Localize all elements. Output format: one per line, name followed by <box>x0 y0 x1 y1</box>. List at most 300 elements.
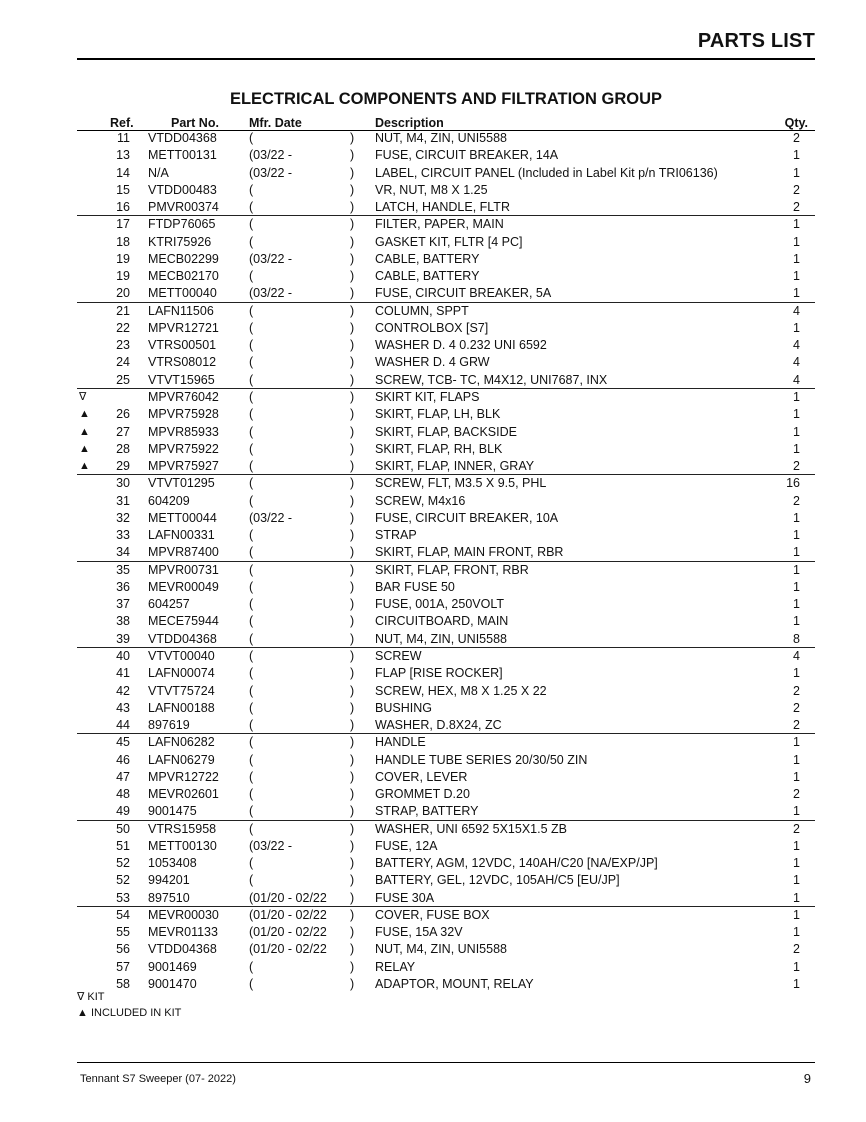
mfr-date-close-paren: ) <box>350 769 355 784</box>
ref-cell: 21 <box>116 303 130 318</box>
mfr-date-cell: (03/22 - <box>249 286 293 301</box>
qty-cell: 1 <box>793 320 800 335</box>
table-row <box>0 890 866 907</box>
legend-kit: ∇ KIT <box>77 991 105 1003</box>
table-row <box>0 441 866 458</box>
table-row <box>0 683 866 700</box>
description-cell: BAR FUSE 50 <box>375 579 455 594</box>
mfr-date-cell: ( <box>249 269 254 284</box>
ref-cell: 14 <box>116 165 130 180</box>
ref-cell: 44 <box>116 718 130 733</box>
part-number-cell: MECB02170 <box>148 269 219 284</box>
mfr-date-cell: ( <box>249 735 254 750</box>
mfr-date-close-paren: ) <box>350 407 355 422</box>
mfr-date-cell: (03/22 - <box>249 510 293 525</box>
qty-cell: 1 <box>793 873 800 888</box>
description-cell: FUSE, 15A 32V <box>375 925 463 940</box>
mfr-date-close-paren: ) <box>350 821 355 836</box>
description-cell: GROMMET D.20 <box>375 787 470 802</box>
qty-cell: 1 <box>793 510 800 525</box>
mfr-date-cell: ( <box>249 476 254 491</box>
description-cell: VR, NUT, M8 X 1.25 <box>375 182 488 197</box>
mfr-date-close-paren: ) <box>350 441 355 456</box>
description-cell: FUSE, 12A <box>375 838 438 853</box>
kit-marker: ▲ <box>79 408 90 421</box>
qty-cell: 1 <box>793 804 800 819</box>
ref-cell: 51 <box>116 838 130 853</box>
qty-cell: 1 <box>793 441 800 456</box>
part-number-cell: 994201 <box>148 873 190 888</box>
table-row <box>0 855 866 872</box>
table-row <box>0 907 866 924</box>
mfr-date-close-paren: ) <box>350 372 355 387</box>
table-row <box>0 752 866 769</box>
part-number-cell: MEVR00030 <box>148 907 219 922</box>
mfr-date-cell: (01/20 - 02/22 <box>249 907 327 922</box>
part-number-cell: VTDD04368 <box>148 942 217 957</box>
part-number-cell: KTRI75926 <box>148 234 212 249</box>
description-cell: NUT, M4, ZIN, UNI5588 <box>375 131 507 145</box>
table-row <box>0 941 866 958</box>
mfr-date-cell: ( <box>249 217 254 232</box>
qty-cell: 2 <box>793 200 800 215</box>
table-row <box>0 285 866 302</box>
description-cell: SKIRT, FLAP, LH, BLK <box>375 407 501 422</box>
ref-cell: 54 <box>116 907 130 922</box>
mfr-date-close-paren: ) <box>350 217 355 232</box>
qty-cell: 1 <box>793 217 800 232</box>
mfr-date-cell: ( <box>249 666 254 681</box>
table-row <box>0 631 866 648</box>
mfr-date-close-paren: ) <box>350 666 355 681</box>
qty-cell: 1 <box>793 562 800 577</box>
description-cell: FUSE, CIRCUIT BREAKER, 10A <box>375 510 559 525</box>
mfr-date-cell: ( <box>249 338 254 353</box>
mfr-date-close-paren: ) <box>350 977 355 992</box>
mfr-date-cell: ( <box>249 234 254 249</box>
mfr-date-cell: ( <box>249 614 254 629</box>
ref-cell: 27 <box>116 424 130 439</box>
kit-marker: ▲ <box>79 460 90 473</box>
mfr-date-cell: ( <box>249 804 254 819</box>
qty-cell: 1 <box>793 579 800 594</box>
qty-cell: 1 <box>793 666 800 681</box>
mfr-date-cell: ( <box>249 562 254 577</box>
mfr-date-close-paren: ) <box>350 182 355 197</box>
ref-cell: 16 <box>116 200 130 215</box>
part-number-cell: METT00131 <box>148 148 217 163</box>
part-number-cell: VTDD00483 <box>148 182 217 197</box>
ref-cell: 31 <box>116 493 130 508</box>
mfr-date-cell: ( <box>249 579 254 594</box>
mfr-date-cell: (03/22 - <box>249 148 293 163</box>
part-number-cell: MPVR87400 <box>148 545 219 560</box>
description-cell: COLUMN, SPPT <box>375 303 469 318</box>
mfr-date-close-paren: ) <box>350 286 355 301</box>
mfr-date-cell: ( <box>249 528 254 543</box>
mfr-date-close-paren: ) <box>350 648 355 663</box>
ref-cell: 42 <box>116 683 130 698</box>
mfr-date-cell: ( <box>249 131 254 145</box>
ref-cell: 40 <box>116 648 130 663</box>
section-title: ELECTRICAL COMPONENTS AND FILTRATION GROUP <box>229 90 663 108</box>
qty-cell: 1 <box>793 545 800 560</box>
part-number-cell: MPVR75928 <box>148 407 219 422</box>
part-number-cell: VTVT15965 <box>148 372 215 387</box>
part-number-cell: LAFN00331 <box>148 528 215 543</box>
mfr-date-cell: (01/20 - 02/22 <box>249 890 327 905</box>
table-row <box>0 648 866 665</box>
mfr-date-close-paren: ) <box>350 148 355 163</box>
ref-cell: 23 <box>116 338 130 353</box>
description-cell: FUSE, CIRCUIT BREAKER, 5A <box>375 286 552 301</box>
table-row <box>0 527 866 544</box>
mfr-date-close-paren: ) <box>350 459 355 474</box>
qty-cell: 8 <box>793 631 800 646</box>
ref-cell: 53 <box>116 890 130 905</box>
mfr-date-cell: ( <box>249 959 254 974</box>
mfr-date-close-paren: ) <box>350 320 355 335</box>
mfr-date-close-paren: ) <box>350 907 355 922</box>
mfr-date-close-paren: ) <box>350 165 355 180</box>
table-row <box>0 786 866 803</box>
column-header-qty: Qty. <box>784 116 808 130</box>
ref-cell: 57 <box>116 959 130 974</box>
table-row <box>0 976 866 993</box>
part-number-cell: VTVT01295 <box>148 476 215 491</box>
part-number-cell: METT00130 <box>148 838 217 853</box>
part-number-cell: MPVR76042 <box>148 389 219 404</box>
description-cell: FLAP [RISE ROCKER] <box>375 666 503 681</box>
qty-cell: 1 <box>793 234 800 249</box>
table-row <box>0 389 866 406</box>
qty-cell: 1 <box>793 890 800 905</box>
mfr-date-cell: ( <box>249 545 254 560</box>
ref-cell: 49 <box>116 804 130 819</box>
part-number-cell: VTVT75724 <box>148 683 215 698</box>
part-number-cell: 897619 <box>148 718 190 733</box>
description-cell: WASHER, UNI 6592 5X15X1.5 ZB <box>375 821 567 836</box>
table-row <box>0 199 866 216</box>
ref-cell: 20 <box>116 286 130 301</box>
part-number-cell: MPVR12721 <box>148 320 219 335</box>
table-row <box>0 717 866 734</box>
table-row <box>0 165 866 182</box>
part-number-cell: 897510 <box>148 890 190 905</box>
table-row <box>0 234 866 251</box>
ref-cell: 29 <box>116 459 130 474</box>
ref-cell: 41 <box>116 666 130 681</box>
table-row <box>0 406 866 423</box>
ref-cell: 19 <box>116 251 130 266</box>
part-number-cell: 1053408 <box>148 856 197 871</box>
part-number-cell: LAFN11506 <box>148 303 214 318</box>
column-header-ref: Ref. <box>110 116 134 130</box>
mfr-date-close-paren: ) <box>350 303 355 318</box>
ref-cell: 47 <box>116 769 130 784</box>
mfr-date-cell: ( <box>249 821 254 836</box>
ref-cell: 56 <box>116 942 130 957</box>
description-cell: FUSE 30A <box>375 890 435 905</box>
table-row <box>0 303 866 320</box>
ref-cell: 26 <box>116 407 130 422</box>
part-number-cell: VTRS15958 <box>148 821 217 836</box>
table-row <box>0 424 866 441</box>
ref-cell: 30 <box>116 476 130 491</box>
qty-cell: 1 <box>793 597 800 612</box>
mfr-date-close-paren: ) <box>350 959 355 974</box>
mfr-date-close-paren: ) <box>350 856 355 871</box>
qty-cell: 1 <box>793 286 800 301</box>
mfr-date-cell: ( <box>249 752 254 767</box>
mfr-date-close-paren: ) <box>350 804 355 819</box>
part-number-cell: 9001469 <box>148 959 197 974</box>
column-header-mfr-date: Mfr. Date <box>249 116 302 130</box>
description-cell: SKIRT, FLAP, FRONT, RBR <box>375 562 529 577</box>
part-number-cell: LAFN06279 <box>148 752 215 767</box>
description-cell: BATTERY, GEL, 12VDC, 105AH/C5 [EU/JP] <box>375 873 620 888</box>
header-divider <box>77 58 815 60</box>
qty-cell: 1 <box>793 925 800 940</box>
kit-marker: ∇ <box>79 390 87 403</box>
mfr-date-close-paren: ) <box>350 234 355 249</box>
ref-cell: 36 <box>116 579 130 594</box>
mfr-date-close-paren: ) <box>350 424 355 439</box>
table-row <box>0 803 866 820</box>
description-cell: FUSE, CIRCUIT BREAKER, 14A <box>375 148 559 163</box>
mfr-date-close-paren: ) <box>350 631 355 646</box>
ref-cell: 52 <box>116 856 130 871</box>
table-row <box>0 838 866 855</box>
table-row <box>0 475 866 492</box>
qty-cell: 1 <box>793 752 800 767</box>
table-row <box>0 216 866 233</box>
qty-cell: 1 <box>793 614 800 629</box>
ref-cell: 11 <box>117 131 130 145</box>
ref-cell: 58 <box>116 977 130 992</box>
table-row <box>0 493 866 510</box>
mfr-date-close-paren: ) <box>350 528 355 543</box>
mfr-date-close-paren: ) <box>350 545 355 560</box>
ref-cell: 22 <box>116 320 130 335</box>
column-header-description: Description <box>375 116 444 130</box>
qty-cell: 1 <box>793 907 800 922</box>
qty-cell: 1 <box>793 959 800 974</box>
description-cell: CABLE, BATTERY <box>375 251 480 266</box>
ref-cell: 17 <box>116 217 130 232</box>
mfr-date-close-paren: ) <box>350 251 355 266</box>
qty-cell: 16 <box>786 476 800 491</box>
qty-cell: 1 <box>793 735 800 750</box>
mfr-date-cell: ( <box>249 424 254 439</box>
ref-cell: 24 <box>116 355 130 370</box>
description-cell: SCREW, FLT, M3.5 X 9.5, PHL <box>375 476 547 491</box>
table-row <box>0 268 866 285</box>
table-row <box>0 372 866 389</box>
mfr-date-close-paren: ) <box>350 873 355 888</box>
mfr-date-cell: ( <box>249 320 254 335</box>
table-row <box>0 562 866 579</box>
table-row <box>0 320 866 337</box>
part-number-cell: MECE75944 <box>148 614 219 629</box>
mfr-date-close-paren: ) <box>350 355 355 370</box>
qty-cell: 2 <box>793 718 800 733</box>
part-number-cell: VTDD04368 <box>148 631 217 646</box>
qty-cell: 2 <box>793 942 800 957</box>
qty-cell: 2 <box>793 787 800 802</box>
mfr-date-close-paren: ) <box>350 562 355 577</box>
part-number-cell: MPVR75922 <box>148 441 219 456</box>
mfr-date-cell: (03/22 - <box>249 251 293 266</box>
mfr-date-close-paren: ) <box>350 389 355 404</box>
part-number-cell: VTRS08012 <box>148 355 217 370</box>
table-row <box>0 596 866 613</box>
qty-cell: 2 <box>793 493 800 508</box>
part-number-cell: 604257 <box>148 597 190 612</box>
table-row <box>0 821 866 838</box>
description-cell: STRAP, BATTERY <box>375 804 479 819</box>
description-cell: WASHER, D.8X24, ZC <box>375 718 502 733</box>
description-cell: SKIRT, FLAP, INNER, GRAY <box>375 459 535 474</box>
kit-marker: ▲ <box>79 425 90 438</box>
mfr-date-cell: (01/20 - 02/22 <box>249 942 327 957</box>
mfr-date-cell: ( <box>249 200 254 215</box>
description-cell: LATCH, HANDLE, FLTR <box>375 200 510 215</box>
ref-cell: 35 <box>116 562 130 577</box>
description-cell: FUSE, 001A, 250VOLT <box>375 597 504 612</box>
description-cell: WASHER D. 4 0.232 UNI 6592 <box>375 338 547 353</box>
part-number-cell: N/A <box>148 165 169 180</box>
table-row <box>0 924 866 941</box>
mfr-date-cell: (01/20 - 02/22 <box>249 925 327 940</box>
qty-cell: 1 <box>793 251 800 266</box>
mfr-date-cell: ( <box>249 389 254 404</box>
mfr-date-cell: ( <box>249 355 254 370</box>
mfr-date-close-paren: ) <box>350 614 355 629</box>
table-row <box>0 959 866 976</box>
mfr-date-close-paren: ) <box>350 269 355 284</box>
description-cell: CIRCUITBOARD, MAIN <box>375 614 509 629</box>
mfr-date-cell: ( <box>249 597 254 612</box>
mfr-date-cell: ( <box>249 769 254 784</box>
qty-cell: 2 <box>793 131 800 145</box>
mfr-date-close-paren: ) <box>350 597 355 612</box>
part-number-cell: MPVR75927 <box>148 459 219 474</box>
description-cell: SKIRT, FLAP, BACKSIDE <box>375 424 517 439</box>
mfr-date-close-paren: ) <box>350 579 355 594</box>
qty-cell: 1 <box>793 407 800 422</box>
part-number-cell: FTDP76065 <box>148 217 216 232</box>
description-cell: BUSHING <box>375 700 432 715</box>
ref-cell: 39 <box>116 631 130 646</box>
footer-document-title: Tennant S7 Sweeper (07- 2022) <box>80 1073 236 1085</box>
page-title: PARTS LIST <box>697 30 815 52</box>
table-row <box>0 665 866 682</box>
mfr-date-cell: ( <box>249 459 254 474</box>
legend-included-in-kit: ▲ INCLUDED IN KIT <box>77 1007 182 1019</box>
mfr-date-close-paren: ) <box>350 890 355 905</box>
mfr-date-close-paren: ) <box>350 787 355 802</box>
table-row <box>0 458 866 475</box>
column-header-part-no: Part No. <box>171 116 219 130</box>
qty-cell: 1 <box>793 838 800 853</box>
mfr-date-close-paren: ) <box>350 131 355 145</box>
description-cell: WASHER D. 4 GRW <box>375 355 490 370</box>
description-cell: COVER, FUSE BOX <box>375 907 490 922</box>
mfr-date-close-paren: ) <box>350 493 355 508</box>
ref-cell: 32 <box>116 510 130 525</box>
qty-cell: 1 <box>793 165 800 180</box>
ref-cell: 28 <box>116 441 130 456</box>
mfr-date-close-paren: ) <box>350 200 355 215</box>
mfr-date-cell: ( <box>249 631 254 646</box>
ref-cell: 13 <box>116 148 130 163</box>
qty-cell: 1 <box>793 389 800 404</box>
table-row <box>0 734 866 751</box>
part-number-cell: MPVR12722 <box>148 769 219 784</box>
mfr-date-cell: ( <box>249 700 254 715</box>
qty-cell: 4 <box>793 303 800 318</box>
mfr-date-cell: ( <box>249 441 254 456</box>
ref-cell: 38 <box>116 614 130 629</box>
description-cell: GASKET KIT, FLTR [4 PC] <box>375 234 523 249</box>
ref-cell: 52 <box>116 873 130 888</box>
mfr-date-cell: ( <box>249 372 254 387</box>
mfr-date-close-paren: ) <box>350 838 355 853</box>
description-cell: RELAY <box>375 959 416 974</box>
table-row <box>0 130 866 147</box>
mfr-date-close-paren: ) <box>350 683 355 698</box>
description-cell: BATTERY, AGM, 12VDC, 140AH/C20 [NA/EXP/JP] <box>375 856 658 871</box>
description-cell: FILTER, PAPER, MAIN <box>375 217 504 232</box>
mfr-date-close-paren: ) <box>350 718 355 733</box>
part-number-cell: MEVR01133 <box>148 925 218 940</box>
part-number-cell: 604209 <box>148 493 190 508</box>
description-cell: HANDLE <box>375 735 426 750</box>
qty-cell: 2 <box>793 700 800 715</box>
description-cell: NUT, M4, ZIN, UNI5588 <box>375 942 507 957</box>
mfr-date-close-paren: ) <box>350 942 355 957</box>
mfr-date-cell: ( <box>249 718 254 733</box>
mfr-date-cell: (03/22 - <box>249 165 293 180</box>
part-number-cell: MEVR02601 <box>148 787 219 802</box>
description-cell: ADAPTOR, MOUNT, RELAY <box>375 977 534 992</box>
qty-cell: 1 <box>793 148 800 163</box>
mfr-date-cell: ( <box>249 303 254 318</box>
qty-cell: 2 <box>793 821 800 836</box>
description-cell: SCREW, TCB- TC, M4X12, UNI7687, INX <box>375 372 608 387</box>
page-number: 9 <box>803 1071 811 1086</box>
part-number-cell: LAFN00188 <box>148 700 215 715</box>
mfr-date-close-paren: ) <box>350 700 355 715</box>
ref-cell: 37 <box>116 597 130 612</box>
mfr-date-cell: ( <box>249 493 254 508</box>
table-row <box>0 182 866 199</box>
parts-table <box>0 130 866 993</box>
mfr-date-cell: ( <box>249 683 254 698</box>
table-row <box>0 579 866 596</box>
qty-cell: 4 <box>793 648 800 663</box>
description-cell: CONTROLBOX [S7] <box>375 320 489 335</box>
mfr-date-cell: ( <box>249 873 254 888</box>
qty-cell: 2 <box>793 182 800 197</box>
part-number-cell: MPVR00731 <box>148 562 219 577</box>
table-row <box>0 251 866 268</box>
mfr-date-close-paren: ) <box>350 338 355 353</box>
mfr-date-close-paren: ) <box>350 925 355 940</box>
ref-cell: 48 <box>116 787 130 802</box>
description-cell: NUT, M4, ZIN, UNI5588 <box>375 631 507 646</box>
